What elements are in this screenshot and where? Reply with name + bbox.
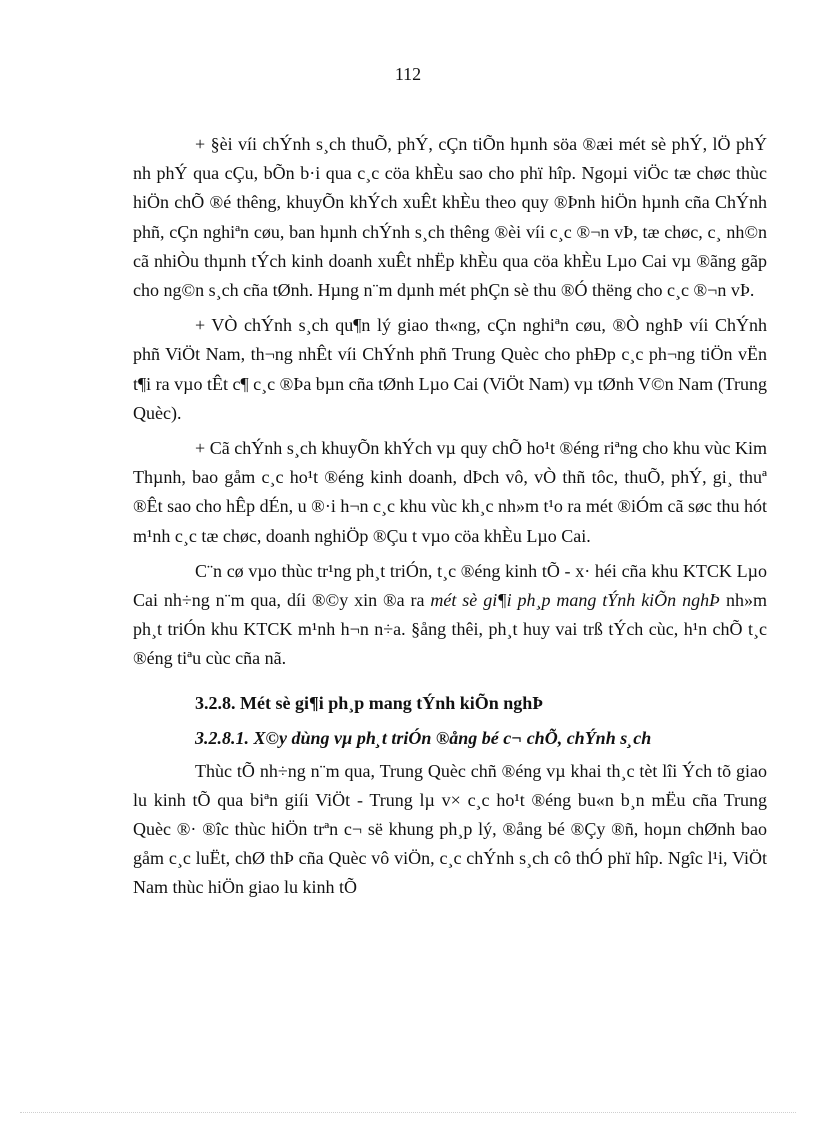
closing-text-start: C¨n cø vµo thùc tr¹ng ph¸t triÓn, t¸c ®éng kinh tÕ - x· héi cña khu KTCK Lµo Cai nh÷ng n¨m qua, díi ®©y xin ®a ra (133, 560, 767, 611)
paragraph-kim-thanh-policy: + Cã chÝnh s¸ch khuyÕn khÝch vµ quy chÕ ho¹t ®éng riªng cho khu vùc Kim Thµnh, bao gåm c¸c ho¹t ®éng kinh doanh, dÞch vô, vÒ thñ tôc, thuÕ, phÝ, gi¸ thuª ®Êt sao cho hÊp dÉn, u ®·i h¬n c¸c khu vùc kh¸c nh»m t¹o ra mét ®iÓm cã søc thu hót m¹nh c¸c tæ chøc, doanh nghiÖp ®Çu t vµo cöa khÈu Lµo Cai. (133, 438, 767, 546)
document-body (133, 130, 767, 909)
page-number: 112 (394, 64, 422, 84)
section-heading: 3.2.8. Mét sè gi¶i ph¸p mang tÝnh kiÕn nghÞ (195, 692, 544, 713)
section-subheading: 3.2.8.1. X©y dùng vµ ph¸t triÓn ®ång bé c¬ chÕ, chÝnh s¸ch (195, 727, 652, 748)
page-bottom-divider (20, 1112, 796, 1113)
closing-text-italic: mét sè gi¶i ph¸p mang tÝnh kiÕn nghÞ (430, 590, 721, 611)
paragraph-traffic-policy: + VÒ chÝnh s¸ch qu¶n lý giao th«ng, cÇn nghiªn cøu, ®Ò nghÞ víi ChÝnh phñ ViÖt Nam, th¬ng nhÊt víi ChÝnh phñ Trung Quèc cho phÐp c¸c ph¬ng tiÖn vËn t¶i ra vµo tÊt c¶ c¸c ®Þa bµn cña tØnh Lµo Cai (ViÖt Nam) vµ tØnh V©n Nam (Trung Quèc). (133, 315, 767, 423)
closing-text-end: nh»m ph¸t triÓn khu KTCK m¹nh h¬n n÷a. §ång thêi, ph¸t huy vai trß tÝch cùc, h¹n chÕ t¸c ®éng tiªu cùc cña nã. (133, 590, 767, 669)
paragraph-closing (133, 557, 767, 680)
paragraph-section-body: Thùc tÕ nh÷ng n¨m qua, Trung Quèc chñ ®éng vµ khai th¸c tèt lîi Ých tõ giao lu kinh tÕ qua biªn giíi ViÖt - Trung lµ v× c¸c ho¹t ®éng bu«n b¸n mËu cña Trung Quèc ®· ®îc thùc hiÖn trªn c¬ së khung ph¸p lý, ®ång bé ®Çy ®ñ, hoµn chØnh bao gåm c¸c luËt, chØ thÞ cña Quèc vô viÖn, c¸c chÝnh s¸ch cô thÓ phï hîp. Ngîc l¹i, ViÖt Nam thùc hiÖn giao lu kinh tÕ (133, 760, 767, 898)
paragraph-fees-policy: + §èi víi chÝnh s¸ch thuÕ, phÝ, cÇn tiÕn hµnh söa ®æi mét sè phÝ, lÖ phÝ nh phÝ qua cÇu, bÕn b·i qua c¸c cöa khÈu sao cho phï hîp. Ngoµi viÖc tæ chøc thùc hiÖn chÕ ®é thêng, khuyÕn khÝch xuÊt khÈu theo quy ®Þnh hiÖn hµnh cña ChÝnh phñ, cÇn nghiªn cøu, ban hµnh chÝnh s¸ch thêng ®èi víi c¸c ®¬n vÞ, tæ chøc, c¸ nh©n cã nhiÒu thµnh tÝch kinh doanh xuÊt nhËp khÈu qua cöa khÈu Lµo Cai vµ ®ãng gãp cho ng©n s¸ch cña tØnh. Hµng n¨m dµnh mét phÇn sè thu ®Ó thëng cho c¸c ®¬n vÞ. (133, 134, 767, 301)
